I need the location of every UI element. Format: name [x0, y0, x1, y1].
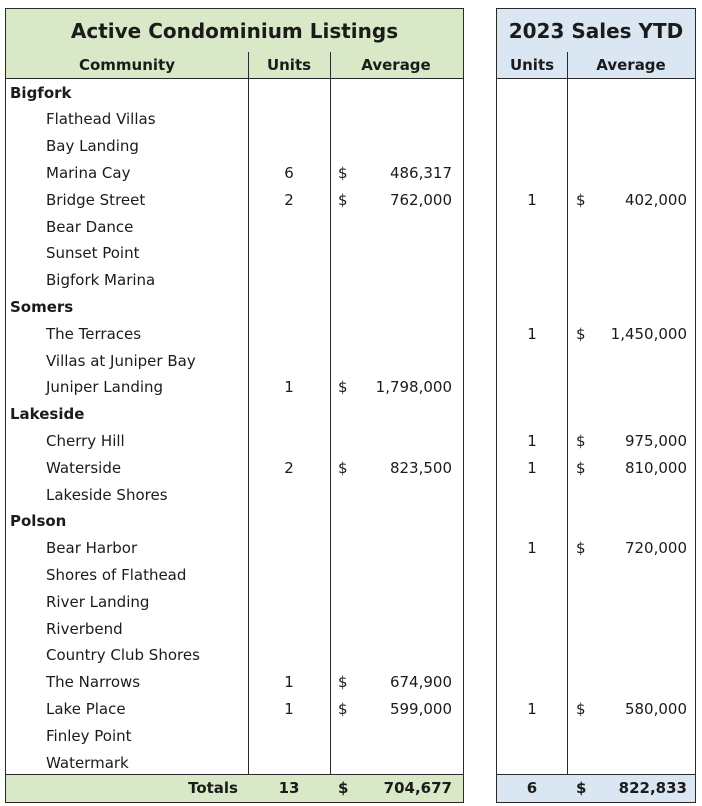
sales-dollar-sign: $ [576, 324, 586, 343]
sales-totals-row [497, 774, 695, 802]
table-row [6, 696, 463, 723]
totals-average: 704,677 [383, 779, 452, 797]
dollar-sign: $ [338, 699, 348, 718]
sales-units-cell: 1 [527, 324, 537, 343]
table-row [6, 616, 463, 643]
dollar-sign: $ [338, 378, 348, 397]
units-cell: 1 [284, 699, 294, 718]
sales-units-cell: 1 [527, 431, 537, 450]
average-cell: 762,000 [389, 190, 452, 209]
table-row [497, 106, 695, 133]
table-row [497, 696, 695, 723]
table-row [6, 214, 463, 241]
units-cell: 6 [284, 163, 294, 182]
active-listings-header-row [6, 52, 463, 79]
community-group-name: Somers [10, 297, 74, 316]
table-row [497, 214, 695, 241]
table-row [497, 428, 695, 455]
table-row [497, 267, 695, 294]
community-group-name: Bigfork [10, 83, 72, 102]
sales-dollar-sign: $ [576, 458, 586, 477]
sales-totals-dollar-sign: $ [576, 779, 587, 797]
community-group-name: Lakeside [10, 405, 85, 424]
sales-average-cell: 1,450,000 [610, 324, 687, 343]
sales-average-column-header: Average [596, 56, 666, 74]
table-row [497, 80, 695, 107]
community-group-name: Polson [10, 512, 67, 531]
sales-average-cell: 975,000 [624, 431, 687, 450]
table-row [6, 133, 463, 160]
totals-units: 13 [278, 779, 300, 797]
sales-dollar-sign: $ [576, 190, 586, 209]
table-row [497, 401, 695, 428]
table-row [497, 642, 695, 669]
table-row [6, 240, 463, 267]
community-name: Cherry Hill [46, 431, 125, 450]
average-cell: 599,000 [389, 699, 452, 718]
table-row [497, 723, 695, 750]
community-name: Juniper Landing [46, 378, 164, 397]
community-name: River Landing [46, 592, 150, 611]
community-name: Waterside [46, 458, 122, 477]
community-name: Bear Harbor [46, 539, 138, 558]
community-name: Lakeside Shores [46, 485, 168, 504]
table-row [497, 133, 695, 160]
average-cell: 1,798,000 [375, 378, 452, 397]
sales-average-cell: 580,000 [624, 699, 687, 718]
active-listings-title: Active Condominium Listings [6, 9, 463, 53]
table-row [6, 723, 463, 750]
average-column-header: Average [361, 56, 431, 74]
community-group-row [6, 80, 463, 107]
dollar-sign: $ [338, 673, 348, 692]
table-row [6, 187, 463, 214]
sales-dollar-sign: $ [576, 539, 586, 558]
sales-average-cell: 810,000 [624, 458, 687, 477]
dollar-sign: $ [338, 458, 348, 477]
average-cell: 823,500 [389, 458, 452, 477]
units-cell: 2 [284, 190, 294, 209]
community-name: Riverbend [46, 619, 123, 638]
community-name: The Terraces [46, 324, 142, 343]
table-row [497, 669, 695, 696]
community-group-row [6, 508, 463, 535]
table-row [497, 160, 695, 187]
table-row [497, 482, 695, 509]
active-listings-table [5, 8, 464, 803]
table-row [497, 750, 695, 777]
table-row [6, 455, 463, 482]
table-row [497, 374, 695, 401]
community-name: Watermark [46, 753, 129, 772]
table-row [6, 428, 463, 455]
table-row [497, 508, 695, 535]
dollar-sign: $ [338, 190, 348, 209]
table-row [6, 642, 463, 669]
table-row [6, 160, 463, 187]
sales-dollar-sign: $ [576, 699, 586, 718]
community-name: Finley Point [46, 726, 132, 745]
community-name: Bigfork Marina [46, 271, 156, 290]
table-row [497, 240, 695, 267]
sales-average-cell: 402,000 [624, 190, 687, 209]
table-row [497, 616, 695, 643]
sales-units-cell: 1 [527, 539, 537, 558]
table-row [6, 106, 463, 133]
totals-dollar-sign: $ [338, 779, 349, 797]
table-row [6, 535, 463, 562]
units-cell: 2 [284, 458, 294, 477]
sales-average-cell: 720,000 [624, 539, 687, 558]
average-cell: 674,900 [389, 673, 452, 692]
community-name: Marina Cay [46, 163, 131, 182]
table-row [6, 374, 463, 401]
sales-ytd-header-row [497, 52, 695, 79]
table-row [6, 562, 463, 589]
sales-units-cell: 1 [527, 190, 537, 209]
active-totals-row [6, 774, 463, 802]
sales-ytd-title: 2023 Sales YTD [497, 9, 695, 53]
average-cell: 486,317 [389, 163, 452, 182]
table-row [497, 321, 695, 348]
table-row [6, 348, 463, 375]
community-column-header: Community [78, 56, 176, 74]
table-row [497, 455, 695, 482]
table-row [6, 321, 463, 348]
community-group-row [6, 294, 463, 321]
table-row [497, 589, 695, 616]
community-name: Sunset Point [46, 244, 140, 263]
table-row [497, 348, 695, 375]
community-name: Country Club Shores [46, 646, 200, 665]
community-name: Villas at Juniper Bay [46, 351, 196, 370]
community-name: Shores of Flathead [46, 565, 187, 584]
community-name: Bridge Street [46, 190, 146, 209]
units-cell: 1 [284, 378, 294, 397]
table-row [6, 669, 463, 696]
community-name: Flathead Villas [46, 110, 156, 129]
table-row [6, 482, 463, 509]
table-row [497, 294, 695, 321]
community-name: The Narrows [46, 673, 141, 692]
table-row [6, 589, 463, 616]
sales-units-column-header: Units [509, 56, 555, 74]
totals-label: Totals [188, 779, 238, 797]
sales-units-cell: 1 [527, 458, 537, 477]
units-cell: 1 [284, 673, 294, 692]
dollar-sign: $ [338, 163, 348, 182]
table-row [6, 750, 463, 777]
sales-totals-units: 6 [526, 779, 538, 797]
table-row [497, 187, 695, 214]
sales-units-cell: 1 [527, 699, 537, 718]
sales-ytd-table [496, 8, 696, 803]
table-row [6, 267, 463, 294]
units-column-header: Units [266, 56, 312, 74]
community-name: Bear Dance [46, 217, 134, 236]
community-group-row [6, 401, 463, 428]
sales-dollar-sign: $ [576, 431, 586, 450]
community-name: Lake Place [46, 699, 126, 718]
community-name: Bay Landing [46, 137, 139, 156]
table-row [497, 562, 695, 589]
table-row [497, 535, 695, 562]
sales-totals-average: 822,833 [618, 779, 687, 797]
